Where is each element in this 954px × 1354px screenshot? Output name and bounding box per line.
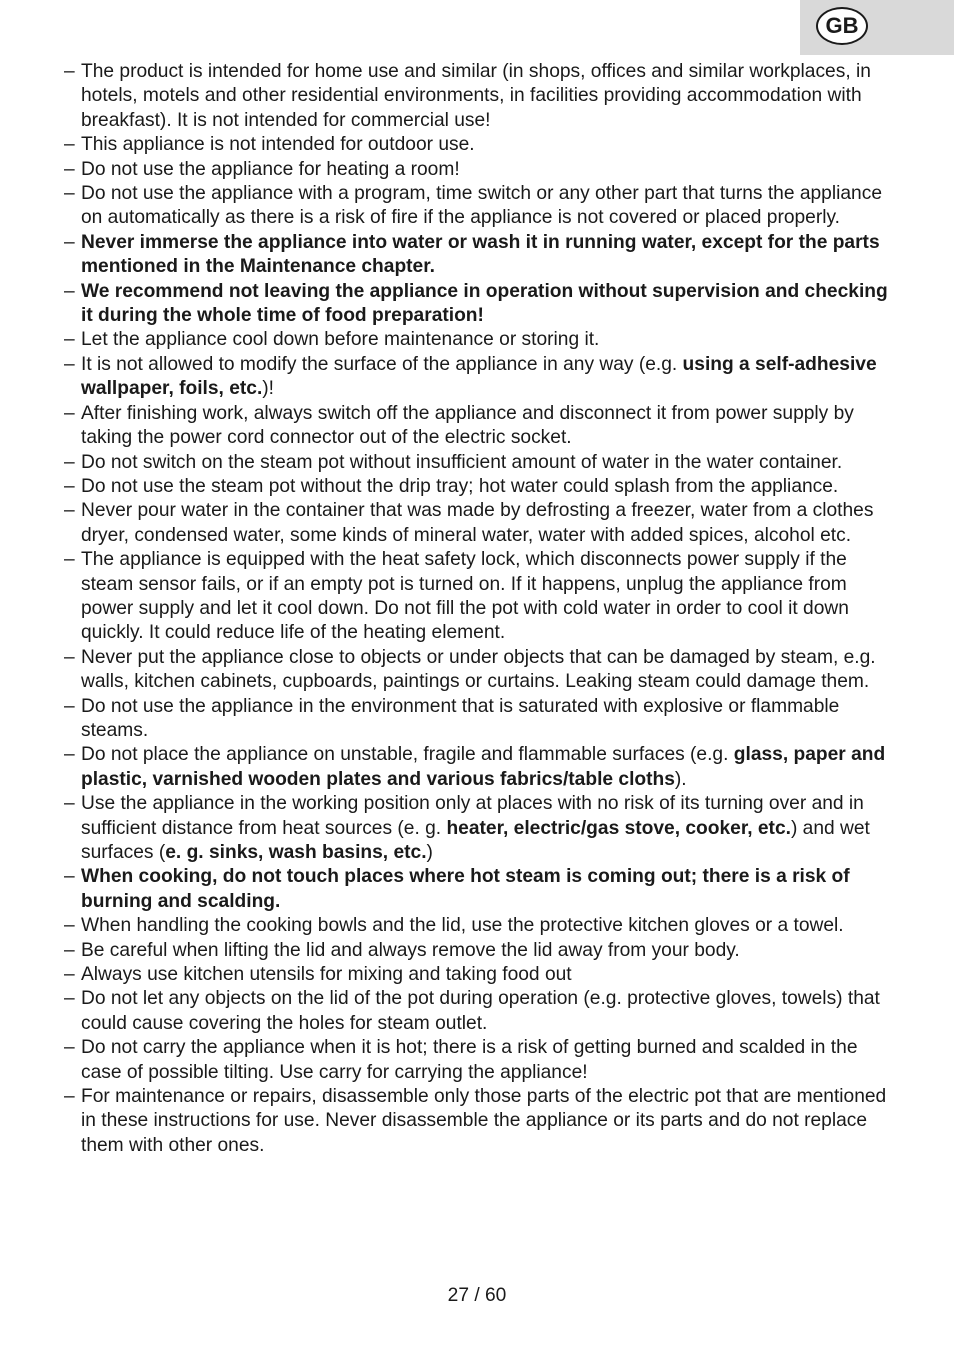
text-segment: Be careful when lifting the lid and always remove the lid away from your body. — [81, 939, 740, 961]
list-item — [64, 475, 894, 499]
list-item — [64, 987, 894, 1036]
list-item — [64, 914, 894, 938]
bold-text: Never immerse the appliance into water or wash it in running water, except for the parts mentioned in the Maintenance chapter. — [81, 231, 880, 278]
list-item-text — [81, 548, 894, 646]
list-item — [64, 280, 894, 329]
list-item-text — [81, 1036, 894, 1085]
language-badge: GB — [816, 7, 868, 45]
list-dash: – — [64, 61, 75, 82]
bold-text: When cooking, do not touch places where hot steam is coming out; there is a risk of burning and scalding. — [81, 866, 850, 912]
list-dash: – — [64, 939, 75, 961]
list-item-text — [81, 792, 894, 865]
text-segment: The product is intended for home use and similar (in shops, offices and similar workplaces, in hotels, motels and other residential environments, in facilities providing accommodation with breakfast). It is not intended for commercial use! — [81, 61, 871, 131]
text-segment: For maintenance or repairs, disassemble only those parts of the electric pot that are mentioned in these instructions for use. Never disassemble the appliance or its parts and do not replace them with other ones. — [81, 1086, 887, 1156]
text-segment: Never pour water in the container that was made by defrosting a freezer, water from a clothes dryer, condensed water, some kinds of mineral water, water with added spices, alcohol etc. — [81, 500, 874, 546]
text-segment: Do not let any objects on the lid of the pot during operation (e.g. protective gloves, towels) that could cause covering the holes for steam outlet. — [81, 988, 880, 1034]
list-item-text — [81, 743, 894, 792]
list-item — [64, 133, 894, 157]
list-item — [64, 182, 894, 231]
list-item — [64, 499, 894, 548]
list-item — [64, 792, 894, 865]
bold-text: e. g. sinks, wash basins, etc. — [165, 842, 427, 863]
list-item — [64, 1085, 894, 1158]
list-dash: – — [64, 549, 75, 571]
list-item — [64, 158, 894, 182]
list-item — [64, 695, 894, 744]
list-dash: – — [64, 744, 75, 766]
list-dash: – — [64, 158, 75, 180]
text-segment: The appliance is equipped with the heat safety lock, which disconnects power supply if the steam sensor fails, or if an empty pot is turned on. If it happens, unplug the appliance from power supply and let it cool down. Do not fill the pot with cold water in order to cool it down quickly. It could reduce life of the heating element. — [81, 549, 849, 644]
list-item-text — [81, 402, 894, 451]
list-dash: – — [64, 500, 75, 522]
list-item — [64, 743, 894, 792]
text-segment: Do not use the appliance with a program, time switch or any other part that turns the appliance on automatically as there is a risk of fire if the appliance is not covered or placed properly. — [81, 183, 882, 229]
list-item — [64, 328, 894, 352]
list-item-text — [81, 133, 894, 157]
list-item-text — [81, 328, 894, 352]
list-item-text — [81, 963, 894, 987]
list-dash: – — [64, 964, 75, 986]
text-segment: Let the appliance cool down before maintenance or storing it. — [81, 329, 600, 351]
text-segment: Always use kitchen utensils for mixing and taking food out — [81, 964, 572, 986]
bold-text: We recommend not leaving the appliance in operation without supervision and checking it during the whole time of food preparation! — [81, 280, 888, 327]
list-dash: – — [64, 329, 75, 351]
bold-text: using a self-adhesive wallpaper, foils, etc. — [81, 353, 877, 400]
list-item-text — [81, 914, 894, 938]
list-dash: – — [64, 1037, 75, 1059]
list-item-text — [81, 158, 894, 182]
list-dash: – — [64, 280, 75, 302]
list-item-text — [81, 451, 894, 475]
list-item — [64, 548, 894, 646]
list-dash: – — [64, 1086, 75, 1108]
list-item-text — [81, 865, 894, 914]
list-item — [64, 231, 894, 280]
list-dash: – — [64, 451, 75, 473]
text-segment: Do not place the appliance on unstable, fragile and flammable surfaces (e.g. — [81, 744, 734, 766]
list-item — [64, 353, 894, 402]
text-segment: Do not use the appliance in the environment that is saturated with explosive or flammable steams. — [81, 695, 840, 741]
list-item-text — [81, 987, 894, 1036]
text-segment: ). — [674, 768, 687, 790]
list-dash: – — [64, 793, 75, 815]
text-segment: Never put the appliance close to objects or under objects that can be damaged by steam, e.g. walls, kitchen cabinets, cupboards, paintings or curtains. Leaking steam could damage them. — [81, 646, 876, 693]
list-dash: – — [64, 866, 75, 888]
text-segment: This appliance is not intended for outdoor use. — [81, 134, 475, 156]
text-segment: )! — [262, 378, 275, 400]
list-dash: – — [64, 988, 75, 1010]
list-item-text — [81, 646, 894, 695]
text-segment: Do not carry the appliance when it is hot; there is a risk of getting burned and scalded in the case of possible tilting. Use carry for carrying the appliance! — [81, 1037, 858, 1083]
list-item-text — [81, 60, 894, 133]
list-dash: – — [64, 646, 75, 668]
list-item — [64, 939, 894, 963]
text-segment: After finishing work, always switch off the appliance and disconnect it from power supply by taking the power cord connector out of the electric socket. — [81, 402, 854, 449]
list-item-text — [81, 499, 894, 548]
page-number: 27 / 60 — [447, 1285, 507, 1306]
text-segment: It is not allowed to modify the surface of the appliance in any way (e.g. — [81, 353, 683, 375]
text-segment: Do not switch on the steam pot without insufficient amount of water in the water container. — [81, 451, 843, 473]
list-dash: – — [64, 353, 75, 375]
list-item — [64, 963, 894, 987]
text-segment: Do not use the appliance for heating a room! — [81, 158, 460, 180]
list-item-text — [81, 939, 894, 963]
list-item-text — [81, 231, 894, 280]
list-dash: – — [64, 475, 75, 497]
text-segment: When handling the cooking bowls and the lid, use the protective kitchen gloves or a towel. — [81, 915, 844, 937]
list-dash: – — [64, 231, 75, 253]
list-dash: – — [64, 695, 75, 717]
list-item — [64, 60, 894, 133]
list-item-text — [81, 695, 894, 744]
list-item — [64, 865, 894, 914]
text-segment: Do not use the steam pot without the drip tray; hot water could splash from the appliance. — [81, 475, 839, 497]
list-dash: – — [64, 915, 75, 937]
text-segment: Use the appliance in the working position only at places with no risk of its turning over and in sufficient distance from heat sources (e. g. — [81, 793, 864, 839]
language-tab — [800, 0, 954, 55]
text-segment: ) — [426, 842, 433, 863]
safety-instructions-list — [64, 60, 894, 1158]
list-item — [64, 402, 894, 451]
list-item — [64, 1036, 894, 1085]
list-item-text — [81, 1085, 894, 1158]
bold-text: heater, electric/gas stove, cooker, etc. — [446, 817, 791, 839]
list-item-text — [81, 280, 894, 329]
list-dash: – — [64, 402, 75, 424]
list-dash: – — [64, 134, 75, 156]
list-item — [64, 451, 894, 475]
list-item-text — [81, 475, 894, 499]
list-item-text — [81, 182, 894, 231]
list-dash: – — [64, 183, 75, 205]
bold-text: glass, paper and plastic, varnished wooden plates and various fabrics/table cloths — [81, 744, 886, 790]
text-segment: ) and wet surfaces ( — [81, 817, 870, 863]
list-item-text — [81, 353, 894, 402]
list-item — [64, 646, 894, 695]
